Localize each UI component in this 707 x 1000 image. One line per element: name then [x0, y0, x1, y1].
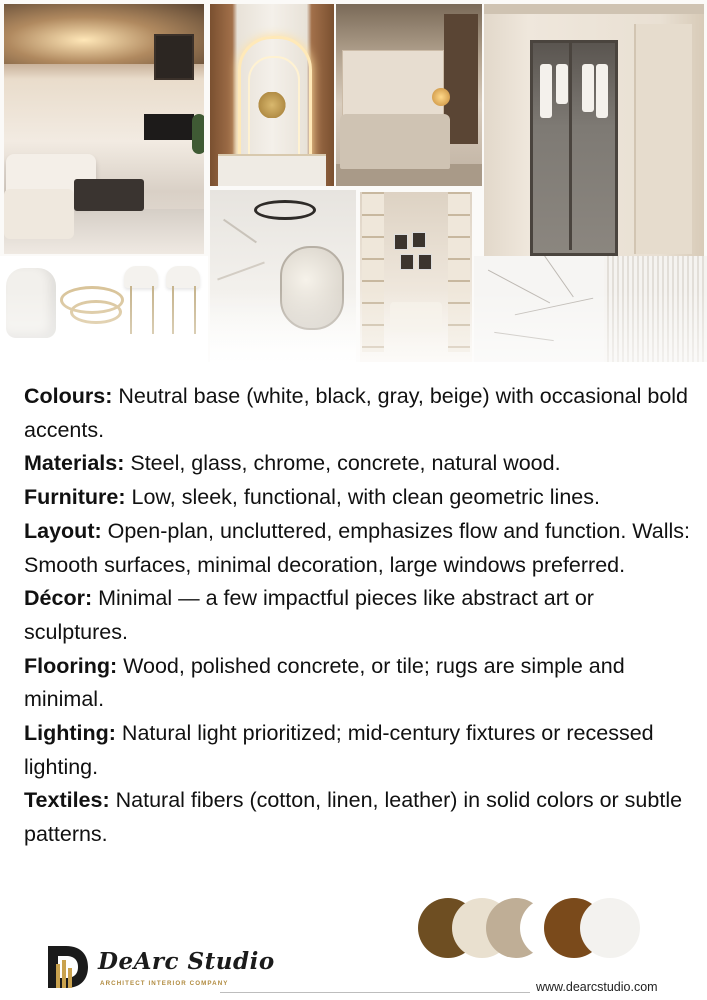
colour-palette: [418, 898, 648, 960]
decor-text: Minimal — a few impactful pieces like abstract art or sculptures.: [24, 586, 594, 644]
textiles-item: [24, 784, 692, 851]
textiles-label: Textiles:: [24, 788, 110, 813]
bathroom-photo: [210, 190, 356, 362]
brand-tagline: ARCHITECT INTERIOR COMPANY: [100, 980, 229, 987]
furniture-label: Furniture:: [24, 485, 126, 510]
bookshelf-nook-photo: [360, 192, 472, 362]
logo-mark-icon: [46, 944, 90, 990]
decor-item: [24, 582, 692, 649]
colours-item: [24, 380, 692, 447]
textiles-text: Natural fibers (cotton, linen, leather) in solid colors or subtle patterns.: [24, 788, 683, 847]
bedroom-photo: [336, 4, 482, 186]
lighting-item: [24, 717, 692, 784]
style-description: [24, 380, 692, 852]
fluted-panel-texture-photo: [604, 256, 707, 362]
decor-label: Décor:: [24, 586, 93, 611]
materials-label: Materials:: [24, 451, 125, 476]
materials-item: [24, 447, 692, 481]
flooring-text: Wood, polished concrete, or tile; rugs are simple and minimal.: [24, 653, 625, 712]
moodboard-collage: [0, 0, 707, 362]
marble-texture-photo: [474, 256, 604, 362]
materials-text: Steel, glass, chrome, concrete, natural wood.: [124, 451, 561, 476]
brand-name: DeArc Studio: [98, 948, 275, 975]
flooring-item: [24, 650, 692, 717]
palette-swatch-6: [580, 898, 640, 958]
lighting-text: Natural light prioritized; mid-century fixtures or recessed lighting.: [24, 721, 654, 779]
footer-divider: [220, 992, 530, 993]
wardrobe-photo: [484, 4, 704, 256]
living-room-photo: [4, 4, 204, 254]
layout-text: Open-plan, uncluttered, emphasizes flow and function. Walls: Smooth surfaces, minimal decoration, large windows preferred.: [24, 518, 691, 577]
colours-text: Neutral base (white, black, gray, beige) with occasional bold accents.: [24, 384, 689, 442]
website-url[interactable]: www.dearcstudio.com: [536, 980, 658, 994]
furniture-item: [24, 481, 692, 515]
pooja-unit-photo: [210, 4, 334, 186]
flooring-label: Flooring:: [24, 653, 118, 678]
furniture-cutouts-photo: [0, 256, 208, 362]
brand-logo: [46, 938, 275, 994]
layout-item: [24, 515, 692, 582]
lighting-label: Lighting:: [24, 721, 116, 746]
layout-label: Layout:: [24, 518, 102, 543]
colours-label: Colours:: [24, 384, 113, 408]
furniture-text: Low, sleek, functional, with clean geometric lines.: [125, 485, 600, 510]
